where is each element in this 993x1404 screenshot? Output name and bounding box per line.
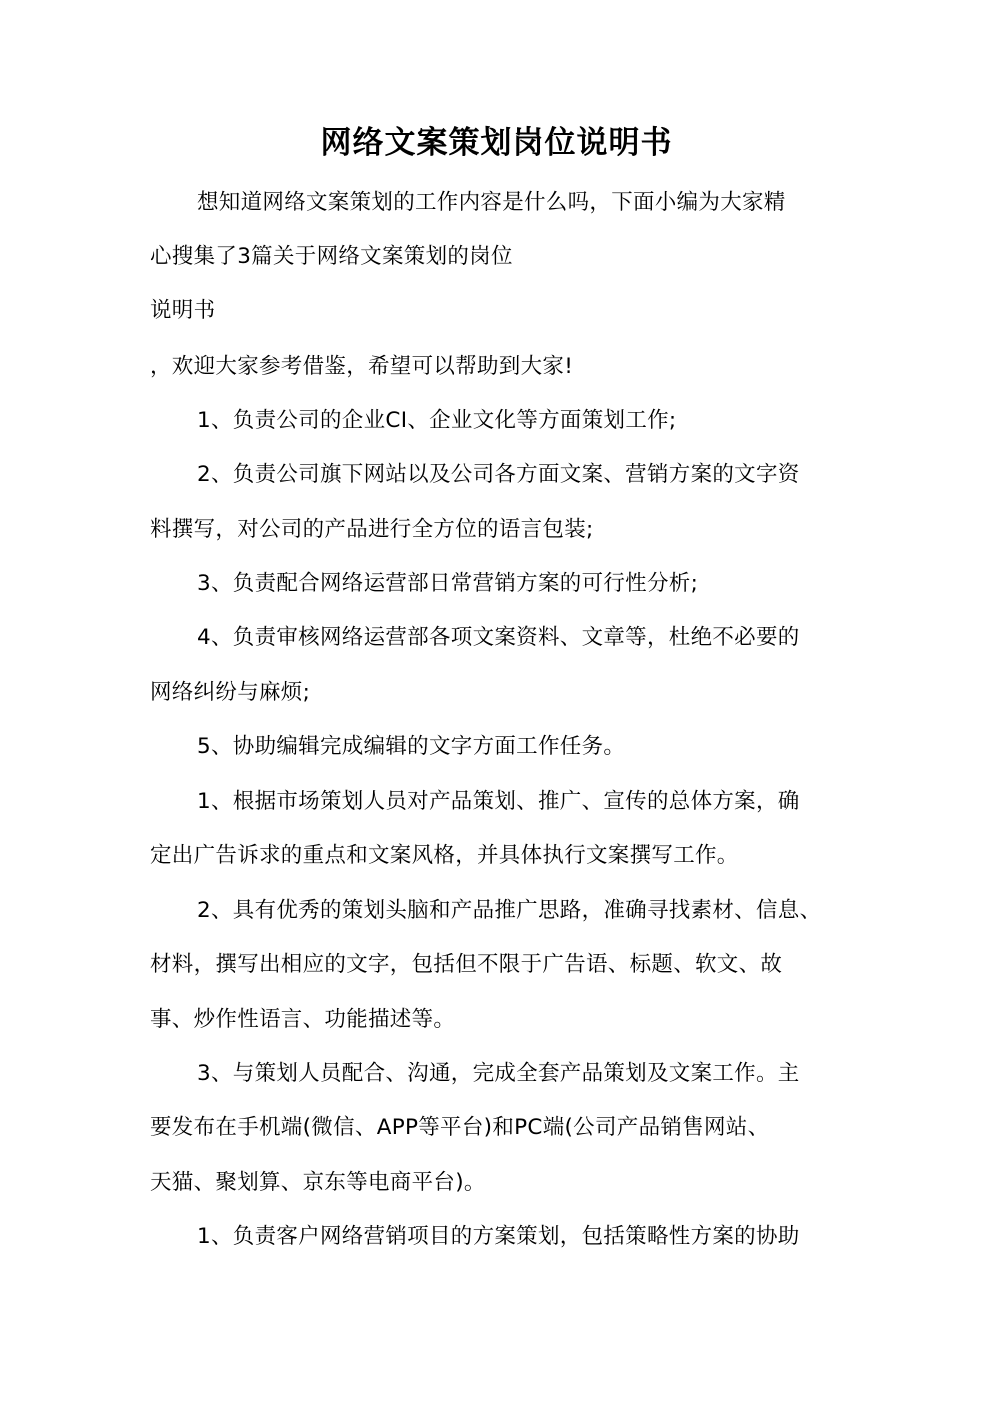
text-line: 2、负责公司旗下网站以及公司各方面文案、营销方案的文字资 — [197, 462, 800, 487]
text-line: 定出广告诉求的重点和文案风格，并具体执行文案撰写工作。 — [150, 843, 739, 868]
text-line: 4、负责审核网络运营部各项文案资料、文章等，杜绝不必要的 — [197, 625, 800, 650]
text-line: 说明书 — [150, 298, 216, 323]
text-line: 天猫、聚划算、京东等电商平台)。 — [150, 1170, 486, 1195]
text-line: 3、与策划人员配合、沟通，完成全套产品策划及文案工作。主 — [197, 1061, 800, 1086]
document-title: 网络文案策划岗位说明书 — [320, 125, 673, 161]
text-line: 3、负责配合网络运营部日常营销方案的可行性分析; — [197, 571, 699, 596]
text-line: 1、负责公司的企业CI、企业文化等方面策划工作; — [197, 408, 677, 433]
text-line: 料撰写，对公司的产品进行全方位的语言包装; — [150, 517, 594, 542]
text-line: ，欢迎大家参考借鉴，希望可以帮助到大家! — [150, 354, 574, 379]
text-line: 1、负责客户网络营销项目的方案策划，包括策略性方案的协助 — [197, 1224, 800, 1249]
text-line: 网络纠纷与麻烦; — [150, 680, 311, 705]
text-line: 心搜集了3篇关于网络文案策划的岗位 — [150, 244, 513, 269]
text-line: 2、具有优秀的策划头脑和产品推广思路，准确寻找素材、信息、 — [197, 898, 822, 923]
text-line: 1、根据市场策划人员对产品策划、推广、宣传的总体方案，确 — [197, 789, 800, 814]
text-line: 要发布在手机端(微信、APP等平台)和PC端(公司产品销售网站、 — [150, 1115, 770, 1140]
text-line: 想知道网络文案策划的工作内容是什么吗，下面小编为大家精 — [197, 190, 786, 215]
text-line: 材料，撰写出相应的文字，包括但不限于广告语、标题、软文、故 — [150, 952, 783, 977]
text-line: 事、炒作性语言、功能描述等。 — [150, 1007, 456, 1032]
text-line: 5、协助编辑完成编辑的文字方面工作任务。 — [197, 734, 626, 759]
